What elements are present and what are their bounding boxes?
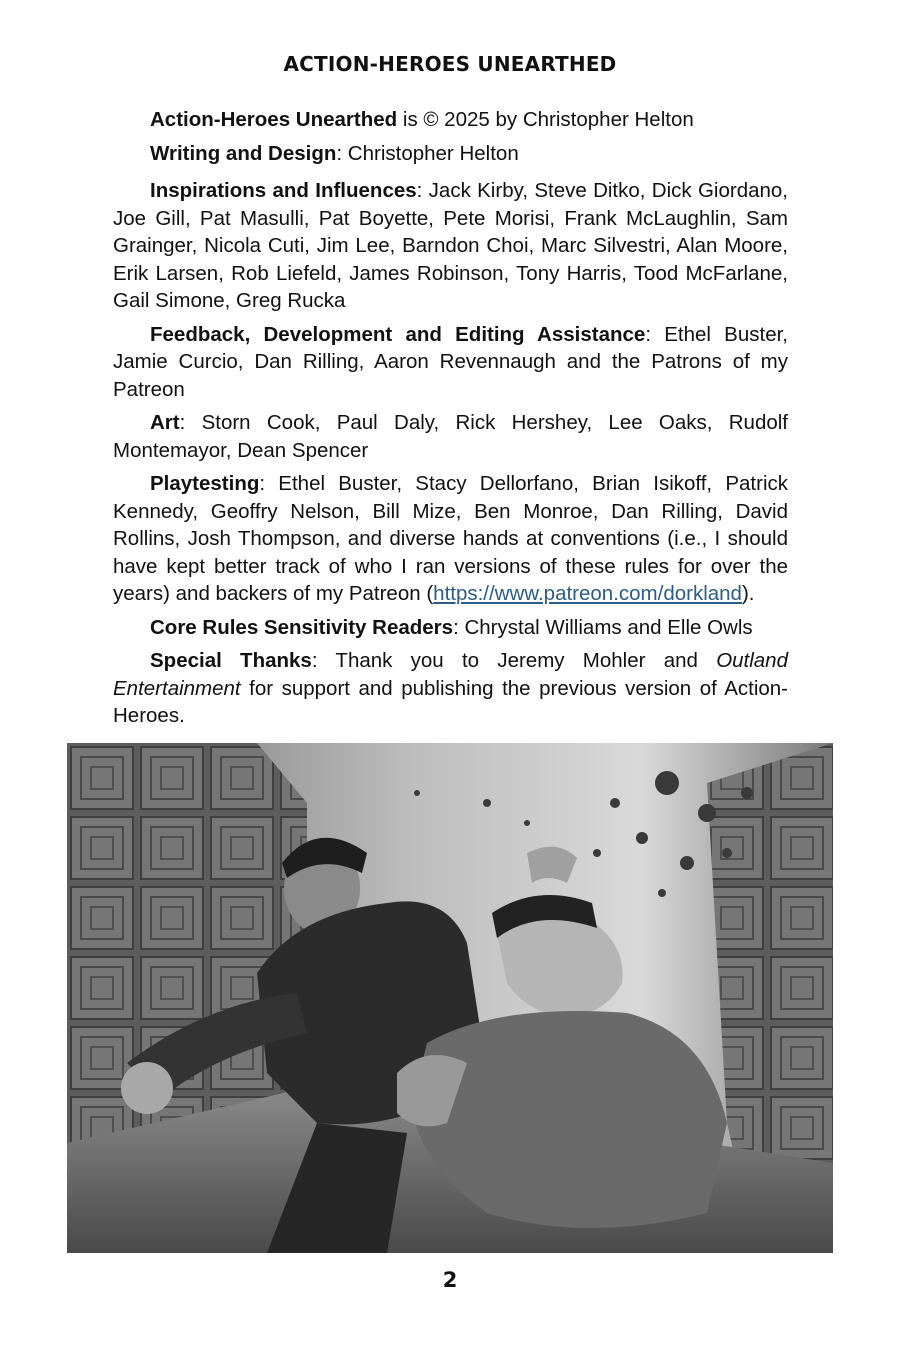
publisher-italic: Outland Entertainment bbox=[113, 649, 788, 700]
page-number: 2 bbox=[442, 1268, 458, 1292]
page-title: ACTION-HEROES UNEARTHED bbox=[283, 52, 617, 76]
fight-scene-illustration bbox=[67, 743, 833, 1253]
inspirations-paragraph: Inspirations and Influences: Jack Kirby, Steve Ditko, Dick Giordano, Joe Gill, Pat Masulli, Pat Boyette, Pete Morisi, Frank McLaughlin, Sam Grainger, Nicola Cuti, Jim Lee, Barndon Choi, Marc Silvestri, Alan Moore, Erik Larsen, Rob Liefeld, James Robinson, Tony Harris, Tood McFarlane, Gail Simone, Greg Rucka bbox=[113, 179, 788, 312]
copyright-paragraph: Action-Heroes Unearthed is © 2025 by Christopher Helton bbox=[150, 108, 694, 131]
writing-label: Writing and Design bbox=[150, 141, 337, 165]
thanks-label: Special Thanks bbox=[150, 649, 312, 672]
sensitivity-paragraph: Core Rules Sensitivity Readers: Chrystal Williams and Elle Owls bbox=[150, 615, 753, 639]
playtesting-label: Playtesting bbox=[150, 472, 260, 495]
sensitivity-label: Core Rules Sensitivity Readers bbox=[150, 615, 454, 639]
art-paragraph: Art: Storn Cook, Paul Daly, Rick Hershey, Lee Oaks, Rudolf Montemayor, Dean Spencer bbox=[113, 411, 788, 462]
fight-scene-icon bbox=[67, 743, 833, 1253]
credits-block bbox=[113, 106, 788, 736]
art-label: Art bbox=[150, 411, 180, 434]
patreon-link[interactable]: https://www.patreon.com/dorkland bbox=[433, 582, 742, 605]
book-title-bold: Action-Heroes Unearthed bbox=[150, 108, 398, 131]
thanks-paragraph: Special Thanks: Thank you to Jeremy Mohler and Outland Entertainment for support and publishing the previous version of Action-Heroes. bbox=[113, 649, 788, 727]
feedback-paragraph: Feedback, Development and Editing Assistance: Ethel Buster, Jamie Curcio, Dan Rilling, Aaron Revennaugh and the Patrons of my Patreon bbox=[113, 322, 788, 401]
playtesting-paragraph: Playtesting: Ethel Buster, Stacy Dellorfano, Brian Isikoff, Patrick Kennedy, Geoffry Nelson, Bill Mize, Ben Monroe, Dan Rilling, David Rollins, Josh Thompson, and diverse hands at conventions (i.e., I should have kept better track of who I ran versions of these rules for over the years) and backers of my Patreon (https://www.patreon.com/dorkland). bbox=[113, 472, 788, 605]
inspirations-label: Inspirations and Influences bbox=[150, 179, 417, 202]
feedback-label: Feedback, Development and Editing Assistance bbox=[150, 322, 646, 346]
writing-paragraph: Writing and Design: Christopher Helton bbox=[150, 141, 519, 165]
